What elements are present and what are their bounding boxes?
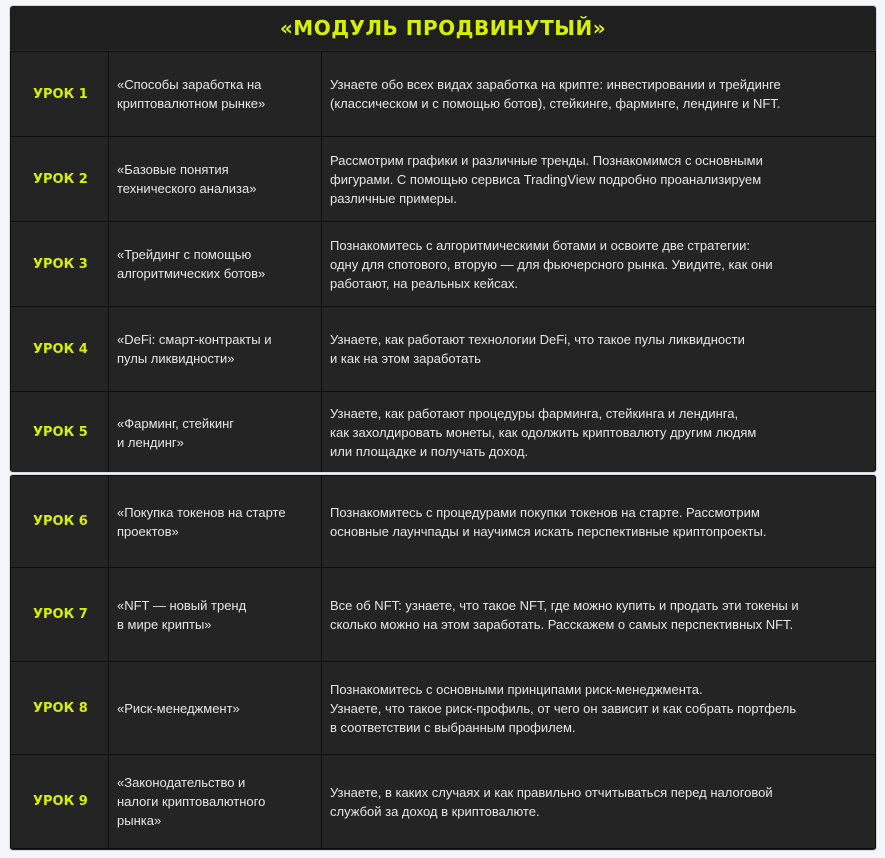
lesson-description: Рассмотрим графики и различные тренды. Познакомимся с основными фигурами. С помощью сервиса TradingView подробно проанализируем различные примеры. — [322, 137, 876, 222]
table-row — [11, 222, 876, 307]
lessons-table-part-2 — [10, 475, 876, 849]
lessons-table-part-1 — [10, 51, 876, 473]
table-row — [11, 52, 876, 137]
lesson-topic: «Законодательство и налоги криптовалютного рынка» — [109, 755, 322, 849]
module-title: «МОДУЛЬ ПРОДВИНУТЫЙ» — [10, 6, 876, 51]
lesson-description: Познакомитесь с алгоритмическими ботами и освоите две стратегии: одну для спотового, вторую — для фьючерсного рынка. Увидите, как они работают, на реальных кейсах. — [322, 222, 876, 307]
lesson-topic: «Фарминг, стейкинг и лендинг» — [109, 392, 322, 474]
lesson-number: УРОК 3 — [11, 222, 109, 307]
module-table-top — [9, 5, 877, 473]
lesson-description: Узнаете обо всех видах заработка на крипте: инвестировании и трейдинге (классическом и с помощью ботов), стейкинге, фарминге, лендинге и NFT. — [322, 52, 876, 137]
lesson-topic: «DeFi: смарт-контракты и пулы ликвидности» — [109, 307, 322, 392]
lesson-number: УРОК 8 — [11, 662, 109, 755]
lesson-topic: «NFT — новый тренд в мире крипты» — [109, 568, 322, 662]
lesson-description: Познакомитесь с основными принципами риск-менеджмента. Узнаете, что такое риск-профиль, от чего он зависит и как собрать портфель в соответствии с выбранным профилем. — [322, 662, 876, 755]
lesson-description: Познакомитесь с процедурами покупки токенов на старте. Рассмотрим основные лаунчпады и научимся искать перспективные криптопроекты. — [322, 476, 876, 568]
table-row — [11, 137, 876, 222]
lesson-number: УРОК 2 — [11, 137, 109, 222]
lesson-topic: «Покупка токенов на старте проектов» — [109, 476, 322, 568]
lesson-number: УРОК 1 — [11, 52, 109, 137]
lesson-description: Узнаете, как работают технологии DeFi, что такое пулы ликвидности и как на этом заработать — [322, 307, 876, 392]
lesson-number: УРОК 6 — [11, 476, 109, 568]
lesson-number: УРОК 5 — [11, 392, 109, 474]
table-row — [11, 755, 876, 849]
lesson-topic: «Риск-менеджмент» — [109, 662, 322, 755]
table-row — [11, 392, 876, 474]
lesson-topic: «Способы заработка на криптовалютном рынке» — [109, 52, 322, 137]
table-row — [11, 662, 876, 755]
module-table-bottom — [9, 474, 877, 851]
table-row — [11, 307, 876, 392]
lesson-topic: «Базовые понятия технического анализа» — [109, 137, 322, 222]
table-row — [11, 476, 876, 568]
lesson-description: Все об NFT: узнаете, что такое NFT, где можно купить и продать эти токены и сколько можно на этом заработать. Расскажем о самых перспективных NFT. — [322, 568, 876, 662]
lesson-topic: «Трейдинг с помощью алгоритмических ботов» — [109, 222, 322, 307]
lesson-number: УРОК 9 — [11, 755, 109, 849]
lesson-description: Узнаете, в каких случаях и как правильно отчитываться перед налоговой службой за доход в криптовалюте. — [322, 755, 876, 849]
lesson-number: УРОК 7 — [11, 568, 109, 662]
table-row — [11, 568, 876, 662]
lesson-description: Узнаете, как работают процедуры фарминга, стейкинга и лендинга, как захолдировать монеты, как одолжить криптовалюту другим людям или площадке и получать доход. — [322, 392, 876, 474]
lesson-number: УРОК 4 — [11, 307, 109, 392]
